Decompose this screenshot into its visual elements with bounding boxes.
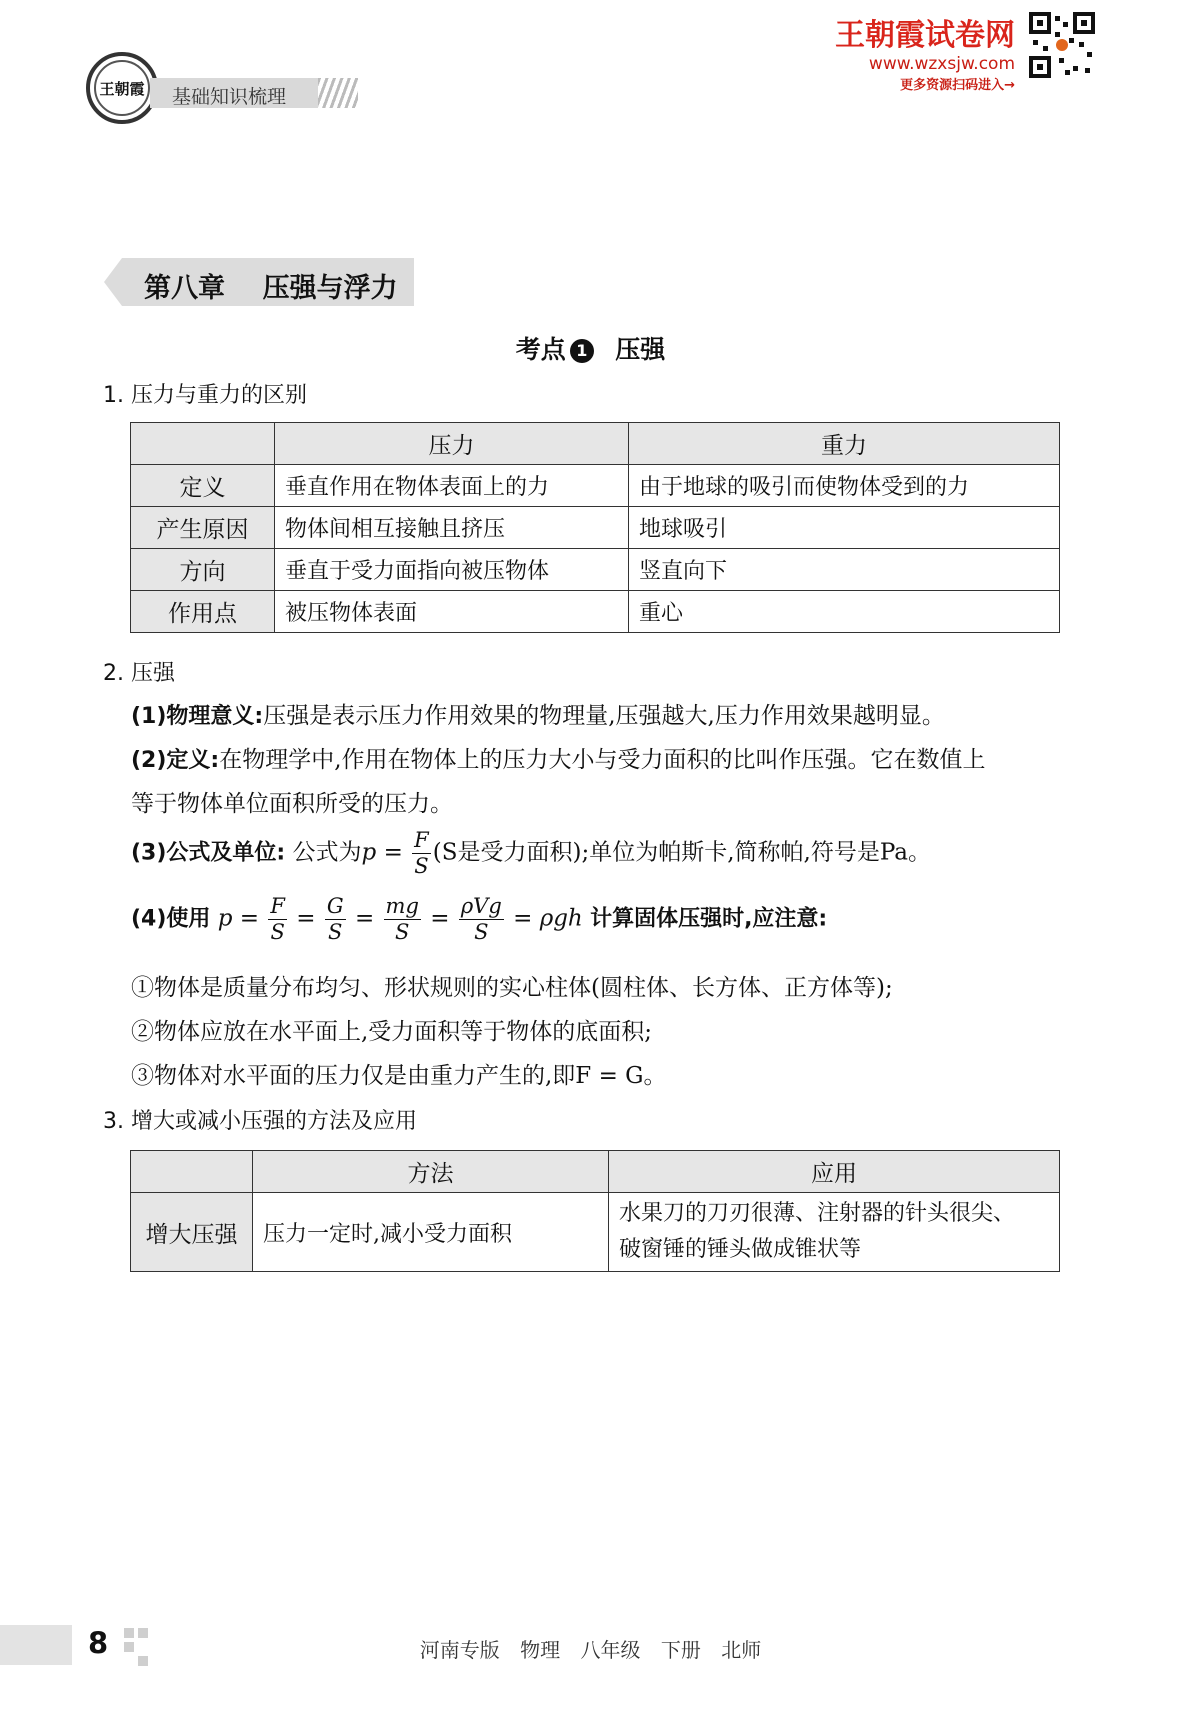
- text: 计算固体压强时,应注意:: [590, 906, 828, 932]
- table-row: [131, 549, 1060, 591]
- label: (3)公式及单位:: [131, 840, 286, 866]
- symbol-p: p: [217, 905, 233, 932]
- text: 公式为: [292, 839, 362, 866]
- gravity-cell: 重心: [629, 591, 1060, 633]
- table-row: [131, 1193, 1060, 1272]
- gravity-cell: 竖直向下: [629, 549, 1060, 591]
- logo-text: 王朝霞: [94, 60, 150, 116]
- section1-heading: 1. 压力与重力的区别: [103, 383, 307, 408]
- paragraph-formula: [131, 830, 931, 877]
- application-cell: [609, 1193, 1060, 1272]
- paragraph-definition-cont: 等于物体单位面积所受的压力。: [131, 791, 453, 817]
- table-header-blank: [131, 1151, 253, 1193]
- gravity-cell: 地球吸引: [629, 507, 1060, 549]
- table-header-method: 方法: [253, 1151, 609, 1193]
- table-header-application: 应用: [609, 1151, 1060, 1193]
- fraction: $\frac{G}{S}$: [326, 894, 344, 944]
- symbol-p: p: [361, 839, 377, 866]
- symbol-rho-g-h: ρgh: [539, 905, 583, 932]
- section-label: 基础知识梳理: [172, 86, 287, 108]
- page-number: 8: [88, 1626, 109, 1660]
- section2-heading: 2. 压强: [103, 661, 175, 686]
- row-label: 增大压强: [131, 1193, 253, 1272]
- table-row: [131, 465, 1060, 507]
- label: (2)定义:: [131, 748, 220, 773]
- table-header-pressure: 压力: [275, 423, 629, 465]
- kaodian-title: 压强: [615, 335, 666, 364]
- publisher-logo: [86, 52, 158, 124]
- label: (4)使用: [131, 906, 211, 932]
- row-label: 产生原因: [131, 507, 275, 549]
- text: (S是受力面积);单位为帕斯卡,简称帕,符号是Pa。: [432, 839, 931, 866]
- row-label: 方向: [131, 549, 275, 591]
- table-header-blank: [131, 423, 275, 465]
- text: 在物理学中,作用在物体上的压力大小与受力面积的比叫作压强。它在数值上: [219, 747, 986, 773]
- equals: =: [383, 839, 403, 866]
- paragraph-usage: (4)使用 p = $\frac{F}{S}$ = $\frac{G}{S}$ = $\frac{mg}{S}$ = $\frac{\text{ρVg}}{S}$ = ρgh 计算固体压强时,应注意:: [131, 894, 828, 944]
- fraction-F-over-S: $\frac{F}{S}$: [414, 828, 429, 878]
- gravity-cell: 由于地球的吸引而使物体受到的力: [629, 465, 1060, 507]
- qr-code-icon[interactable]: [1029, 12, 1095, 78]
- footer-text: 河南专版 物理 八年级 下册 北师: [419, 1638, 762, 1662]
- watermark: [835, 10, 1015, 93]
- increase-pressure-table: [130, 1150, 1060, 1272]
- table-row: [131, 507, 1060, 549]
- watermark-url: www.wzxsjw.com: [868, 54, 1015, 74]
- pressure-cell: 垂直作用在物体表面上的力: [275, 465, 629, 507]
- table-row: [131, 591, 1060, 633]
- fraction: $\frac{mg}{S}$: [385, 894, 419, 944]
- pressure-cell: 物体间相互接触且挤压: [275, 507, 629, 549]
- watermark-brand: 王朝霞试卷网: [835, 18, 1015, 53]
- row-label: 作用点: [131, 591, 275, 633]
- method-cell: 压力一定时,减小受力面积: [253, 1193, 609, 1272]
- paragraph-definition: [131, 738, 986, 783]
- pressure-cell: 垂直于受力面指向被压物体: [275, 549, 629, 591]
- note-item: ①物体是质量分布均匀、形状规则的实心柱体(圆柱体、长方体、正方体等);: [131, 975, 893, 1001]
- text: 压强是表示压力作用效果的物理量,压强越大,压力作用效果越明显。: [263, 703, 945, 729]
- pressure-cell: 被压物体表面: [275, 591, 629, 633]
- chapter-banner: [104, 258, 414, 306]
- fraction: $\frac{F}{S}$: [270, 894, 285, 944]
- label: (1)物理意义:: [131, 704, 264, 729]
- watermark-more: 更多资源扫码进入→: [900, 78, 1015, 93]
- kaodian-number: 1: [570, 339, 594, 363]
- note-item: ③物体对水平面的压力仅是由重力产生的,即F = G。: [131, 1063, 667, 1089]
- pressure-gravity-table: [130, 422, 1060, 633]
- kaodian-heading: [0, 330, 1181, 366]
- kaodian-prefix: 考点: [515, 335, 566, 364]
- application-line: 水果刀的刀刃很薄、注射器的针头很尖、: [619, 1201, 1016, 1226]
- fraction: $\frac{\text{ρVg}}{S}$: [460, 894, 502, 944]
- header-stripes: [318, 78, 358, 108]
- table-header-gravity: 重力: [629, 423, 1060, 465]
- note-item: ②物体应放在水平面上,受力面积等于物体的底面积;: [131, 1019, 653, 1045]
- row-label: 定义: [131, 465, 275, 507]
- chapter-title: 第八章 压强与浮力: [144, 273, 398, 304]
- paragraph-physical-meaning: [131, 694, 945, 739]
- section3-heading: 3. 增大或减小压强的方法及应用: [103, 1109, 417, 1134]
- application-line: 破窗锤的锤头做成锥状等: [619, 1237, 862, 1262]
